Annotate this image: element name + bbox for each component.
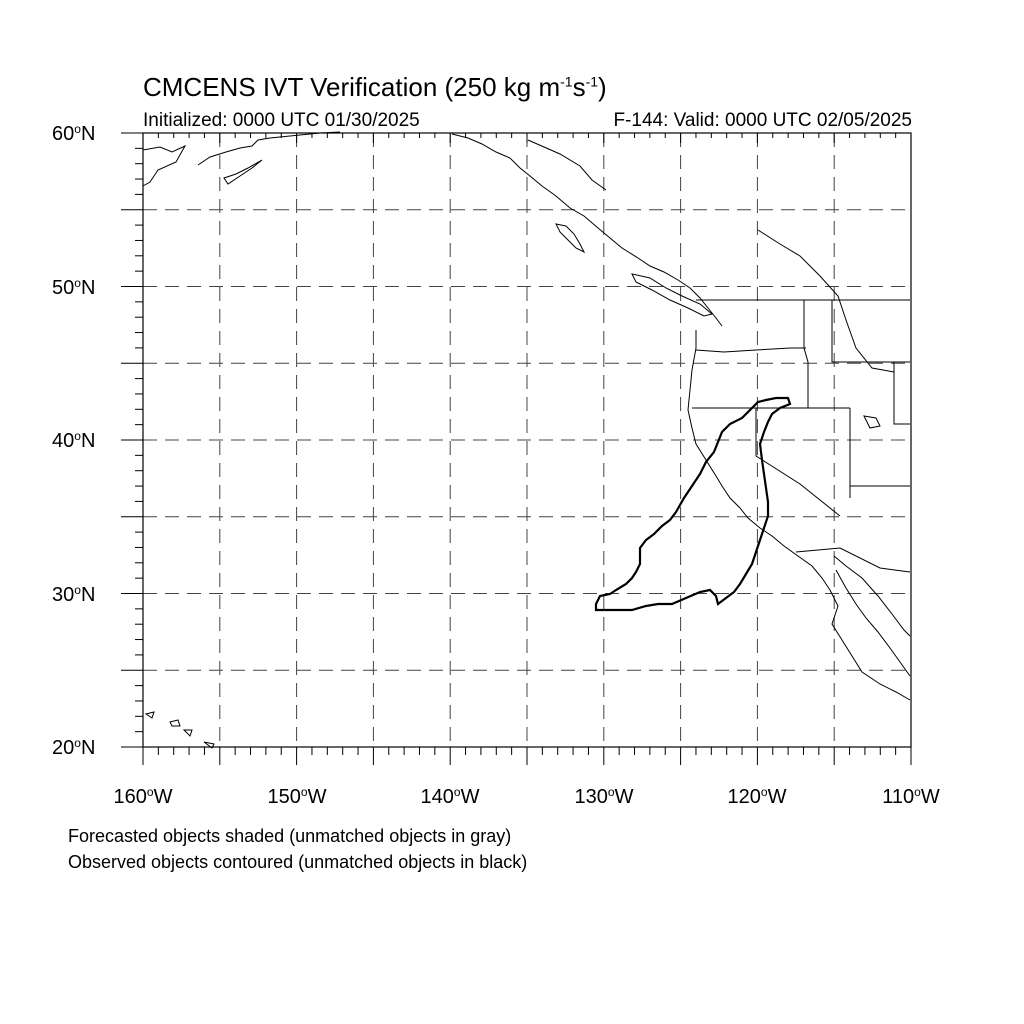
lon-label-160w: 160$^o$W [113, 785, 173, 808]
lat-label-60n: 60$^o$N [52, 122, 96, 145]
valid-time-label: F-144: Valid: 0000 UTC 02/05/2025 [613, 110, 912, 131]
lon-label-150w: 150$^o$W [267, 785, 327, 808]
lon-label-110w: 110$^o$W [882, 785, 940, 808]
wy-border [894, 362, 910, 424]
lat-label-30n: 30$^o$N [52, 583, 96, 606]
legend-observed-note: Observed objects contoured (unmatched objects in black) [68, 852, 528, 872]
mexico-border [796, 548, 910, 572]
gulf-of-california [834, 556, 910, 636]
us-west-coastline [688, 330, 910, 700]
lon-label-130w: 130$^o$W [574, 785, 634, 808]
legend-forecast-note: Forecasted objects shaded (unmatched objects in gray) [68, 826, 512, 846]
init-time-label: Initialized: 0000 UTC 01/30/2025 [143, 110, 420, 131]
lat-label-20n: 20$^o$N [52, 736, 96, 759]
chart-title: CMCENS IVT Verification (250 kg $m^{-1}s^{-1}$) [143, 72, 607, 102]
observed-ivt-object-contour [596, 398, 790, 610]
alaska-coastline [143, 146, 185, 186]
id-border [804, 300, 808, 408]
bc-islands [556, 224, 584, 252]
alaska-islands [224, 160, 262, 184]
lat-label-50n: 50$^o$N [52, 276, 96, 299]
graticule [143, 133, 911, 747]
ak-bc-border [528, 140, 606, 190]
lon-label-140w: 140$^o$W [420, 785, 480, 808]
canada-interior [758, 230, 894, 372]
hawaii-islands [146, 712, 214, 748]
or-wa-border [696, 348, 806, 352]
great-salt-lake [864, 416, 880, 428]
mt-border [832, 300, 910, 362]
vancouver-island [632, 274, 712, 316]
lat-label-40n: 40$^o$N [52, 429, 96, 452]
lon-label-120w: 120$^o$W [727, 785, 787, 808]
bc-coastline [452, 134, 722, 326]
